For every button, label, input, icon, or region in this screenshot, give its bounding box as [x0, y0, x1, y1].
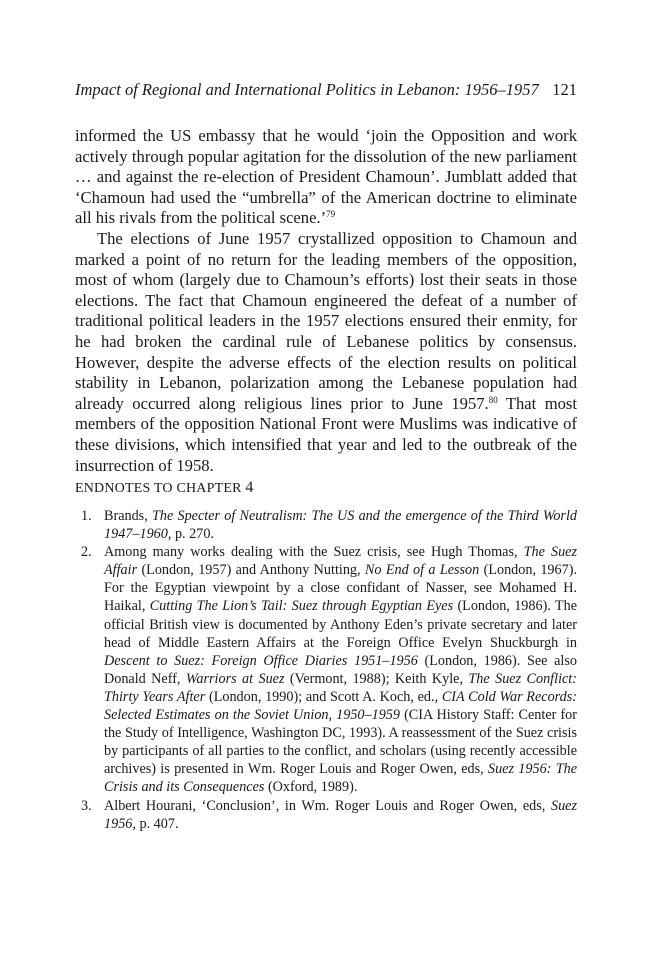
endnote-text: Albert Hourani, ‘Conclusion’, in Wm. Roger Louis and Roger Owen, eds, — [104, 797, 551, 814]
page-number: 121 — [552, 80, 577, 99]
endnote-title: Warriors at Suez — [185, 670, 285, 687]
endnote-text: (London, 1986). See also Donald Neff, — [104, 652, 577, 687]
endnote-title: The Suez Conflict: Thirty Years After — [104, 670, 577, 705]
endnote-number: 2. — [81, 544, 92, 561]
endnote-text: (Vermont, 1988); Keith Kyle, — [284, 670, 469, 687]
running-title: Impact of Regional and International Politics in Lebanon: 1956–1957 — [75, 80, 539, 99]
endnote-text: , p. 407. — [132, 815, 179, 832]
paragraph-text: The elections of June 1957 crystallized opposition to Chamoun and marked a point of no return for the leading members of the opposition, most of whom (largely due to Chamoun’s efforts) lost their seats in those elections. The fact that Chamoun engineered the defeat of a number of traditional political leaders in the 1957 elections ensured their enmity, for he had broken the cardinal rule of Lebanese politics by consensus. However, despite the adverse effects of the election results on political stability in Lebanon, polarization among the Lebanese population had already occurred along religious lines prior to June 1957. — [75, 228, 577, 413]
endnote-number: 3. — [81, 797, 92, 814]
endnote-title: Suez 1956 — [104, 797, 577, 832]
endnote-text: (London, 1967). For the Egyptian viewpoint by a close confidant of Nasser, see Mohamed H. Haikal, — [104, 562, 577, 615]
endnote-ref-79: 79 — [326, 209, 336, 220]
endnote-title: CIA Cold War Records: Selected Estimates on the Soviet Union, 1950–1959 — [104, 688, 577, 724]
paragraph — [75, 126, 577, 229]
running-header — [75, 80, 577, 102]
endnote-number: 1. — [81, 508, 92, 524]
paragraph — [75, 229, 577, 476]
endnote-text: Among many works dealing with the Suez crisis, see Hugh Thomas, — [104, 544, 524, 561]
endnote-1 — [75, 507, 577, 543]
endnote-2 — [75, 543, 577, 796]
endnote-ref-80: 80 — [488, 394, 498, 405]
endnote-text: Brands, — [104, 508, 152, 524]
endnote-title: Cutting The Lion’s Tail: Suez through Egyptian Eyes — [149, 598, 454, 615]
paragraph-text: That most members of the opposition National Front were Muslims was indicative of these divisions, which intensified that year and led to the outbreak of the insurrection of 1958. — [75, 393, 577, 475]
endnote-title: The Specter of Neutralism: The US and the emergence of the Third World 1947–1960 — [104, 508, 577, 543]
endnotes-chapter-number: 4 — [245, 479, 254, 496]
body-text — [75, 126, 577, 476]
endnote-3 — [75, 797, 577, 833]
endnote-text: (London, 1986). The official British view is documented by Anthony Eden’s private secretary and later head of Middle Eastern Affairs at the Foreign Office Evelyn Shuckburgh in — [104, 598, 577, 651]
endnote-text: (London, 1957) and Anthony Nutting, — [137, 562, 365, 579]
endnote-title: Descent to Suez: Foreign Office Diaries 1951–1956 — [104, 652, 418, 669]
endnotes-list — [75, 507, 577, 833]
endnotes-heading-text: ENDNOTES TO CHAPTER — [75, 481, 242, 496]
endnote-title: No End of a Lesson — [364, 562, 480, 579]
endnote-text: (London, 1990); and Scott A. Koch, ed., — [205, 688, 442, 705]
endnote-text: (CIA History Staff: Center for the Study of Intelligence, Washington DC, 1993). A reassessment of the Suez crisis by participants of all parties to the conflict, and scholars (using recently accessible archives) is presented in Wm. Roger Louis and Roger Owen, eds, — [104, 707, 577, 778]
endnotes-heading — [75, 479, 254, 497]
paragraph-text: informed the US embassy that he would ‘join the Opposition and work actively through popular agitation for the dissolution of the new parliament … and against the re-election of President Chamoun’. Jumblatt added that ‘Chamoun had used the “umbrella” of the American doctrine to eliminate all his rivals from the political scene.’ — [75, 126, 577, 228]
endnote-text: (Oxford, 1989). — [264, 779, 358, 796]
endnote-title: The Suez Affair — [104, 544, 577, 579]
endnote-title: Suez 1956: The Crisis and its Consequences — [104, 761, 577, 796]
endnote-text: , p. 270. — [167, 526, 214, 543]
